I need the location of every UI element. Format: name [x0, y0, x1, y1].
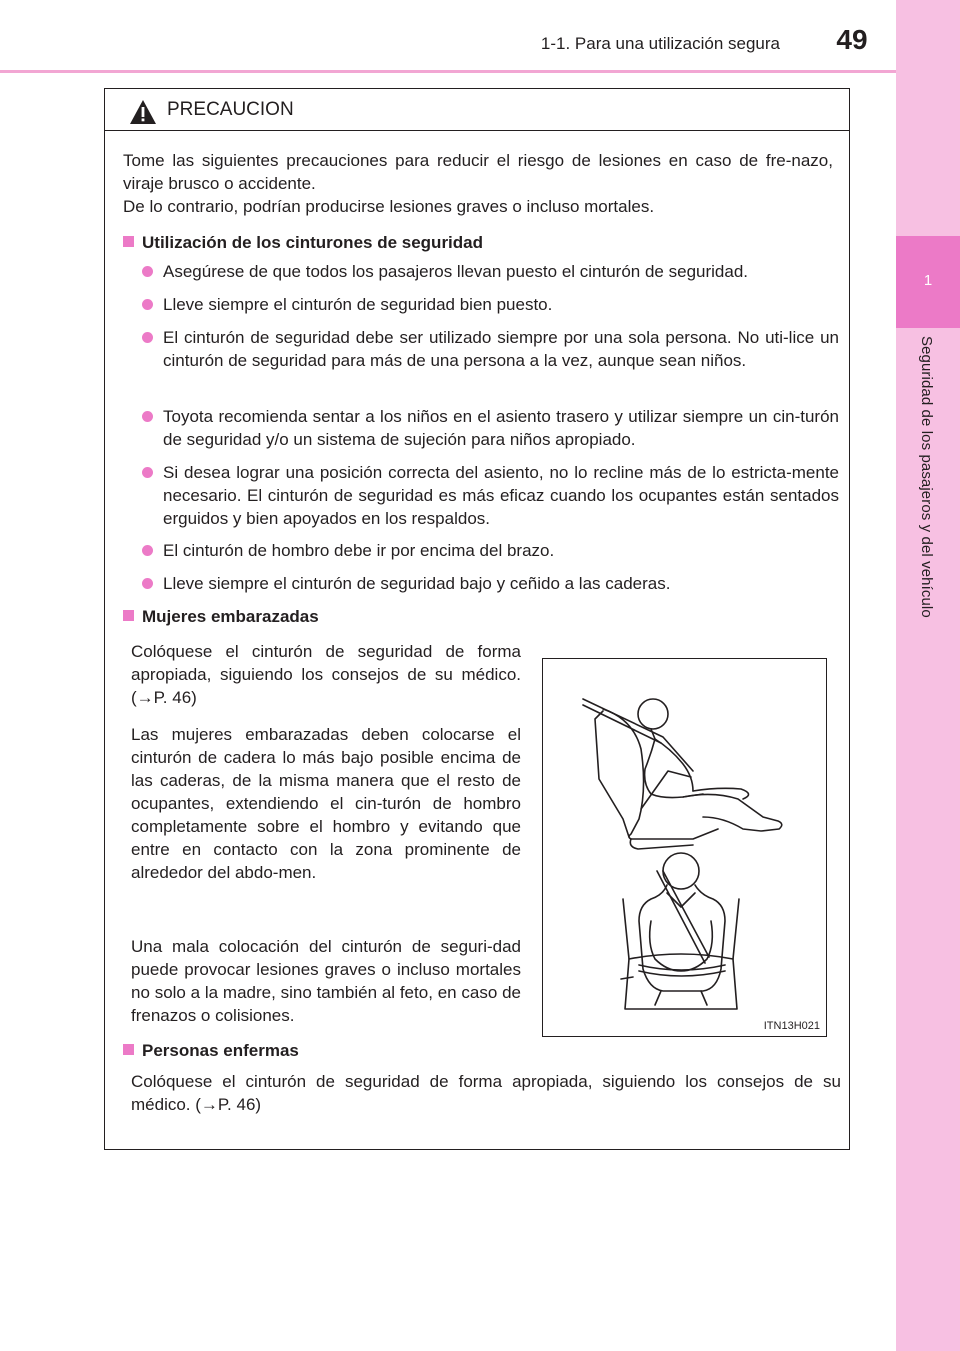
figure-code: ITN13H021 [763, 1020, 820, 1032]
list-item [105, 326, 849, 372]
list-item [105, 572, 849, 595]
section-heading-text: Personas enfermas [142, 1041, 299, 1060]
list-item-text: El cinturón de seguridad debe ser utilizado siempre por una sola persona. No uti-lice un cinturón de seguridad para más de una persona a la vez, aunque sean niños. [163, 328, 839, 370]
bullet-dot-icon [142, 332, 153, 343]
bullet-dot-icon [142, 578, 153, 589]
bullet-dot-icon [142, 467, 153, 478]
warning-triangle-icon [129, 99, 157, 125]
bullet-dot-icon [142, 266, 153, 277]
page-number: 49 [836, 24, 868, 55]
list-item [105, 293, 849, 316]
list-item [105, 260, 849, 283]
section-heading-text: Utilización de los cinturones de seguridad [142, 233, 484, 252]
intro-paragraph: Tome las siguientes precauciones para reducir el riesgo de lesiones en caso de fre-nazo, viraje brusco o accidente. [123, 151, 833, 193]
list-item-text: El cinturón de hombro debe ir por encima del brazo. [163, 541, 555, 560]
square-bullet-icon [123, 1044, 134, 1055]
section-title: 1-1. Para una utilización segura [540, 34, 780, 53]
list-item-text: Asegúrese de que todos los pasajeros llevan puesto el cinturón de seguridad. [163, 262, 748, 281]
pregnant-woman-seatbelt-icon [543, 659, 828, 1038]
list-item [105, 539, 849, 562]
chapter-title: Seguridad de los pasajeros y del vehículo [918, 336, 935, 618]
list-item-text: Lleve siempre el cinturón de seguridad bien puesto. [163, 295, 553, 314]
section-heading-text: Mujeres embarazadas [142, 607, 319, 626]
list-item [105, 461, 849, 530]
square-bullet-icon [123, 236, 134, 247]
seatbelt-illustration [542, 658, 827, 1037]
caution-header [105, 89, 849, 131]
bullet-dot-icon [142, 299, 153, 310]
chapter-side-tab [896, 0, 960, 1351]
sick-paragraph: Colóquese el cinturón de seguridad de forma apropiada, siguiendo los consejos de su médico. (→P. 46) [131, 1072, 841, 1114]
caution-title: PRECAUCION [167, 99, 294, 120]
bullet-dot-icon [142, 411, 153, 422]
section-heading [105, 605, 319, 628]
pregnant-paragraph: Una mala colocación del cinturón de seguri-dad puede provocar lesiones graves o incluso mortales no solo a la madre, sino también al feto, en caso de frenazos o colisiones. [131, 937, 521, 1025]
chapter-number: 1 [923, 272, 933, 289]
list-item-text: Toyota recomienda sentar a los niños en el asiento trasero y utilizar siempre un cin-turón de seguridad y/o un sistema de sujeción para niños apropiado. [163, 407, 839, 449]
square-bullet-icon [123, 610, 134, 621]
bullet-dot-icon [142, 545, 153, 556]
pregnant-paragraph: Colóquese el cinturón de seguridad de forma apropiada, siguiendo los consejos de su médico. (→P. 46) [131, 642, 521, 707]
list-item-text: Lleve siempre el cinturón de seguridad bajo y ceñido a las caderas. [163, 574, 671, 593]
list-item [105, 405, 849, 451]
caution-box [104, 88, 850, 1150]
list-item-text: Si desea lograr una posición correcta del asiento, no lo recline más de lo estricta-mente necesario. El cinturón de seguridad es más eficaz cuando los ocupantes están sentados erguidos y bien apoyados en los respaldos. [163, 463, 839, 528]
pregnant-paragraph: Las mujeres embarazadas deben colocarse el cinturón de cadera lo más bajo posible encima de las caderas, de la misma manera que el resto de ocupantes, extendiendo el cin-turón de hombro completamente sobre el hombro y evitando que entre en contacto con la zona prominente de alrededor del abdo-men. [131, 725, 521, 882]
intro-paragraph: De lo contrario, podrían producirse lesiones graves o incluso mortales. [123, 197, 655, 216]
header-rule [0, 70, 896, 73]
section-heading [105, 231, 483, 254]
chapter-title-container [896, 336, 960, 696]
section-heading [105, 1039, 299, 1062]
